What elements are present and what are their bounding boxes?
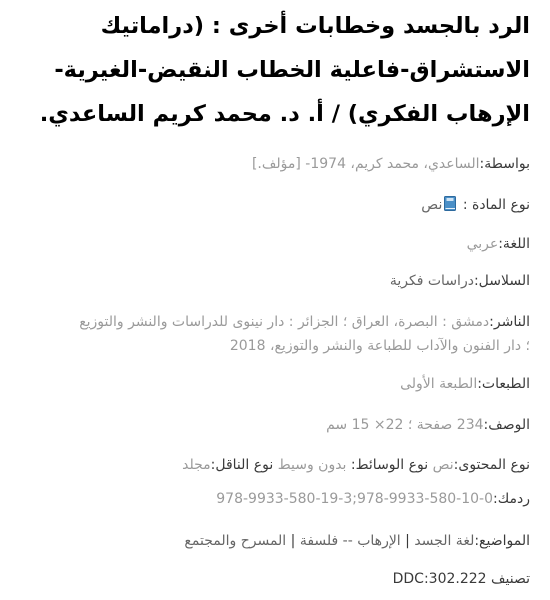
language-value: عربي — [466, 236, 499, 252]
edition-label: الطبعات: — [477, 376, 530, 392]
subject-separator: | — [286, 533, 300, 549]
author-link[interactable]: الساعدي، محمد كريم، 1974- [مؤلف.] — [251, 156, 480, 172]
classification-row — [14, 567, 530, 591]
content-type-value: نص — [432, 457, 454, 473]
material-type-row — [14, 193, 530, 217]
classification-value[interactable]: DDC:302.222 — [392, 571, 487, 587]
author-row — [14, 152, 530, 176]
language-label: اللغة: — [498, 236, 530, 252]
content-type-label: نوع المحتوى: — [453, 457, 530, 473]
subjects-row — [14, 529, 530, 553]
content-type-row — [14, 453, 530, 477]
classification-label: تصنيف — [491, 571, 530, 587]
book-icon — [444, 195, 456, 210]
isbn-label: ردمك: — [492, 491, 530, 507]
series-link[interactable]: دراسات فكرية — [389, 273, 474, 289]
record-title[interactable]: الرد بالجسد وخطابات أخرى : (دراماتيك الاستشراق-فاعلية الخطاب النقيض-الغيرية-الإرهاب الفكري) / أ. د. محمد كريم الساعدي. — [39, 13, 530, 127]
description-row — [14, 413, 530, 437]
media-type-label: نوع الوسائط: — [350, 457, 429, 473]
subjects-label: المواضيع: — [474, 533, 530, 549]
edition-value: الطبعة الأولى — [400, 376, 478, 392]
carrier-type-label: نوع الناقل: — [210, 457, 274, 473]
publisher-row — [14, 310, 530, 358]
subject-link[interactable]: المسرح والمجتمع — [184, 533, 287, 549]
subject-separator: | — [400, 533, 415, 549]
carrier-type-value: مجلد — [182, 457, 211, 473]
subject-link[interactable]: الإرهاب -- فلسفة — [299, 533, 401, 549]
publisher-value-line1: دمشق : البصرة، العراق ؛ الجزائر : دار نينوى للدراسات والنشر والتوزيع — [79, 314, 490, 330]
description-label: الوصف: — [483, 417, 530, 433]
publisher-value-line2: ؛ دار الفنون والآداب للطباعة والنشر والتوزيع، 2018 — [229, 338, 530, 354]
author-label: بواسطة: — [479, 156, 530, 172]
subject-link[interactable]: لغة الجسد — [414, 533, 475, 549]
media-type-value: بدون وسيط — [277, 457, 347, 473]
series-row — [14, 269, 530, 293]
series-label: السلاسل: — [473, 273, 530, 289]
language-row — [14, 232, 530, 256]
isbn-value: 978-9933-580-19-3;978-9933-580-10-0 — [216, 491, 493, 507]
isbn-row — [14, 487, 530, 511]
material-type-label: نوع المادة : — [462, 197, 530, 213]
edition-row — [14, 372, 530, 396]
publisher-label: الناشر: — [489, 314, 530, 330]
material-type-value: نص — [421, 197, 443, 213]
description-value: 234 صفحة ؛ 22× 15 سم — [326, 417, 484, 433]
